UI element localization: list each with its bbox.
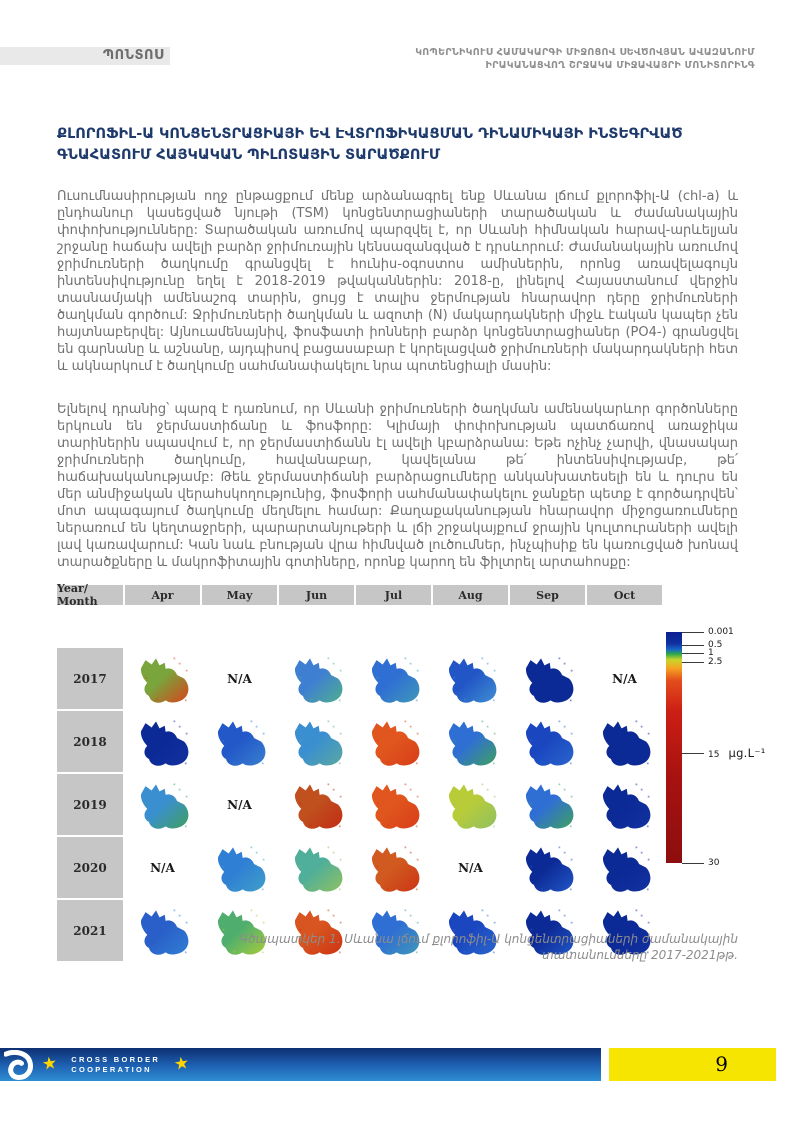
figure-cell-map	[356, 648, 431, 709]
figure-month-header: Jul	[356, 585, 431, 605]
figure-caption	[57, 931, 738, 963]
lake-map	[520, 654, 576, 703]
cbc-swirl-logo-icon	[4, 1050, 34, 1080]
figure-month-header: Jun	[279, 585, 354, 605]
lake-map	[597, 717, 653, 766]
figure-cell-na	[202, 648, 277, 709]
lake-map	[289, 717, 345, 766]
article-paragraph-1: Ուսումնասիրության ողջ ընթացքում մենք արձանագրել ենք Սևանա լճում քլորոֆիլ-Ա (chl-a) և ընդհանուր կասեցված նյութի (TSM) կոնցենտրացիաների տարածական և ժամանակային փոփոխությունները: Տարածական առումով պարզվել է, որ Սևանի հիմնական հարավ-արևելյան շրջանը հաճախ ավելի բարձր ջրիմուռային կենսազանգված է դրսևորում: Ժամանակային առումով ջրիմուռների ծաղկումը գրանցվել է հունիս-օգոստոս ամիսներին, որոնց առավելագույն ինտենսիվությունը եղել է 2018-2019 թվականներին: 2018-ը, լինելով Հայաստանում վերջին տասնամյակի ամենաշոգ տարին, ցույց է տալիս ջերմության հնարավոր դերը ջրիմուռների ծաղկման գործում: Ջրիմուռների ծաղկման և ազոտի (N) մակարդակների միջև էական կապեր չեն հայտնաբերվել: Այնուամենայնիվ, ֆոսֆատի իոնների բարձր կոնցենտրացիաներ (PO4-) գրանցվել են գարնանը և աշնանը, այդպիսով բացասաբար է կորելացված ջրիմուռների մակարդակների հետ և ակնարկում է ծաղկումը սահմանափակելու նրա պոտենցիալի մասին:	[57, 189, 738, 374]
lake-map	[443, 717, 499, 766]
figure-cell-na	[587, 648, 662, 709]
figure-cell-map	[125, 648, 200, 709]
figure-cell-na	[125, 837, 200, 898]
lake-map	[520, 780, 576, 829]
figure-cell-map	[587, 774, 662, 835]
project-tag: ՊՈՆՏՈՍ	[0, 47, 170, 65]
na-label: N/A	[227, 797, 252, 812]
figure-cell-map	[356, 711, 431, 772]
figure-cell-map	[125, 711, 200, 772]
figure-cell-na	[433, 837, 508, 898]
figure-cell-map	[279, 711, 354, 772]
colorbar-unit-label: µg.L⁻¹	[728, 746, 766, 760]
colorbar-tick-line	[682, 753, 704, 754]
lake-map	[135, 717, 191, 766]
lake-map	[289, 654, 345, 703]
colorbar-tick-label: 2.5	[708, 657, 723, 667]
lake-map	[289, 780, 345, 829]
lake-map	[520, 843, 576, 892]
lake-map	[135, 780, 191, 829]
lake-map	[443, 654, 499, 703]
figure-caption-line1: Գծապատկեր 1. Սևանա լճում քլորոֆիլ-Ա կոնցենտրացիաների ժամանակային	[239, 932, 738, 946]
figure-cell-map	[356, 837, 431, 898]
figure-year-label: 2017	[57, 648, 123, 709]
na-label: N/A	[612, 671, 637, 686]
footer-logo-text	[71, 1055, 160, 1074]
colorbar-tick-label: 15 µg.L⁻¹	[708, 746, 766, 760]
figure-caption-line2: տատանումները 2017-2021թթ.	[542, 948, 738, 962]
figure-cell-map	[510, 648, 585, 709]
figure-cell-map	[587, 837, 662, 898]
figure-cell-map	[279, 774, 354, 835]
figure-year-label: 2021	[57, 900, 123, 961]
figure-month-header: May	[202, 585, 277, 605]
figure-cell-map	[587, 711, 662, 772]
colorbar-tick-line	[682, 645, 704, 646]
figure-month-header: Apr	[125, 585, 200, 605]
lake-map	[289, 843, 345, 892]
figure-month-header: Aug	[433, 585, 508, 605]
article	[57, 124, 738, 571]
figure-cell-map	[433, 648, 508, 709]
colorbar-tick-line	[682, 632, 704, 633]
figure-grid	[57, 582, 662, 961]
figure-cell-map	[433, 774, 508, 835]
colorbar	[666, 632, 682, 863]
figure-cell-map	[510, 711, 585, 772]
figure-year-label: 2018	[57, 711, 123, 772]
star-icon: ★	[172, 1053, 191, 1075]
lake-map	[366, 654, 422, 703]
lake-map	[366, 717, 422, 766]
footer-logo-line2: COOPERATION	[71, 1064, 152, 1074]
figure-cell-map	[202, 711, 277, 772]
lake-map	[135, 654, 191, 703]
article-paragraph-2: Ելնելով դրանից՝ պարզ է դառնում, որ Սևանի ջրիմուռների ծաղկման ամենակարևոր գործոնները երկուսն են ջերմաստիճանը և ֆոսֆորը: Կլիմայի փոփոխության պատճառով առաջիկա տարիներին սպասվում է, որ ջերմաստիճանն էլ ավելի կբարձրանա: Եթե ոչինչ չարվի, վնասակար ջրիմուռների ծաղկումը, հավանաբար, կավելանա թե՛ ինտենսիվությամբ, թե՛ հաճախականությամբ: Թեև ջերմաստիճանի բարձրացումները անկանխատեսելի են և դուրս են մեր անմիջական վերահսկողությունից, ֆոսֆորի սահմանափակելու ջանքեր պետք է գործադրվեն՝ մոտ ապագայում ծաղկումը մեղմելու համար: Քաղաքականության հնարավոր միջոցառումները ներառում են կեղտաջրերի, պարարտանյութերի և լճի շրջակայքում ջրային կուլտուրաների ավելի լավ կառավարում: Կան նաև բնության վրա հիմնված լուծումներ, ինչպիսիք են կառուցված խոնավ տարածքները և մակրոֆիտային գոտիները, որոնք կարող են ֆիլտրել արտահոսքը:	[57, 402, 738, 570]
star-icon: ★	[40, 1053, 59, 1075]
figure-month-header: Sep	[510, 585, 585, 605]
colorbar-tick-line	[682, 863, 704, 864]
lake-map	[443, 780, 499, 829]
lake-map	[366, 780, 422, 829]
colorbar-tick-line	[682, 653, 704, 654]
figure-cell-map	[356, 774, 431, 835]
colorbar-tick-label: 30	[708, 858, 720, 868]
lake-map	[597, 843, 653, 892]
colorbar-tick-line	[682, 662, 704, 663]
figure-cell-map	[279, 648, 354, 709]
figure-corner-label: Year/ Month	[57, 585, 123, 605]
lake-map	[597, 780, 653, 829]
figure-cell-na	[202, 774, 277, 835]
na-label: N/A	[150, 860, 175, 875]
lake-map	[366, 843, 422, 892]
figure-cell-map	[433, 711, 508, 772]
na-label: N/A	[458, 860, 483, 875]
na-label: N/A	[227, 671, 252, 686]
figure-year-label: 2020	[57, 837, 123, 898]
page-number: 9	[609, 1048, 776, 1081]
colorbar-tick-label: 0.5	[708, 640, 723, 650]
header-subtitle	[415, 46, 755, 72]
figure-cell-map	[202, 837, 277, 898]
lake-map	[520, 717, 576, 766]
footer-logo-line1: CROSS BORDER	[71, 1055, 161, 1064]
colorbar-ticks	[682, 627, 792, 868]
figure-cell-map	[125, 774, 200, 835]
figure-cell-map	[279, 837, 354, 898]
header-subtitle-line1: ԿՈՊԵՐՆԻԿՈՒՍ ՀԱՄԱԿԱՐԳԻ ՄԻՋՈՑՈՎ ՍԵՎԾՈՎՅԱՆ ԱՎԱԶԱՆՈՒՄ	[415, 47, 755, 58]
figure-month-header: Oct	[587, 585, 662, 605]
colorbar-tick-label: 1	[708, 648, 714, 658]
colorbar-tick-label: 0.001	[708, 627, 734, 637]
lake-map	[212, 717, 268, 766]
footer-bar	[0, 1048, 601, 1081]
figure-cell-map	[510, 837, 585, 898]
article-title: ՔԼՈՐՈՖԻԼ-Ա ԿՈՆՑԵՆՏՐԱՑԻԱՅԻ ԵՎ ԷՎՏՐՈՖԻԿԱՑՄԱՆ ԴԻՆԱՄԻԿԱՅԻ ԻՆՏԵԳՐՎԱԾ ԳՆԱՀԱՏՈՒՄ ՀԱՅԿԱԿԱՆ ՊԻԼՈՏԱՅԻՆ ՏԱՐԱԾՔՈՒՄ	[57, 126, 683, 163]
figure-year-label: 2019	[57, 774, 123, 835]
header-subtitle-line2: ԻՐԱԿԱՆԱՑՎՈՂ ՇՐՋԱԿԱ ՄԻՋԱՎԱՅՐԻ ՄՈՆԻՏՈՐԻՆԳ	[485, 60, 755, 71]
lake-map	[212, 843, 268, 892]
figure-cell-map	[510, 774, 585, 835]
